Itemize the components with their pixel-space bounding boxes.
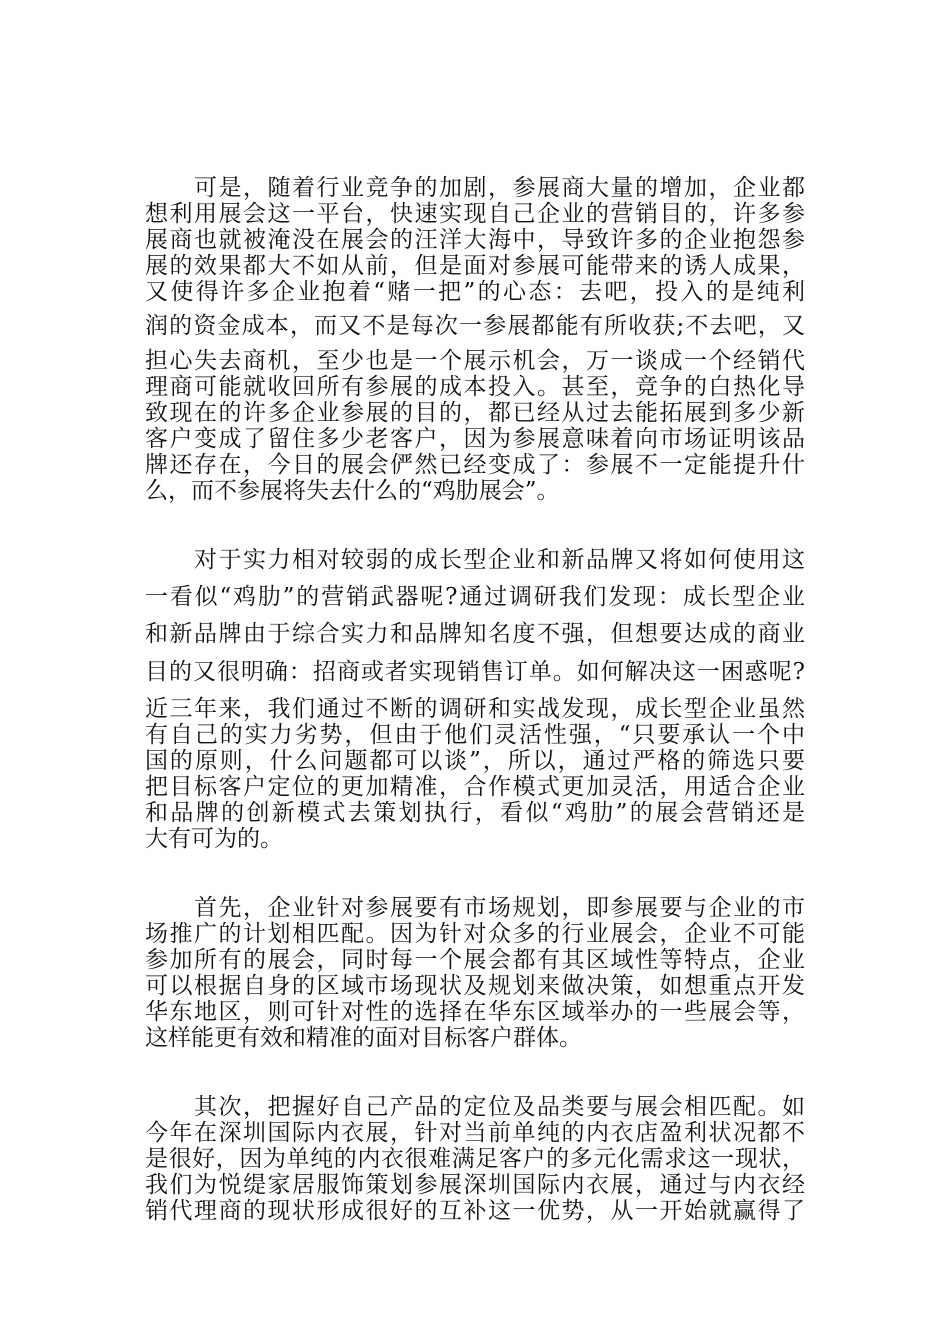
text-line: 致现在的许多企业参展的目的，都已经从过去能拓展到多少新 (145, 400, 805, 426)
text-line: 是很好，因为单纯的内衣很难满足客户的多元化需求这一现状， (145, 1146, 805, 1172)
text-line: 客户变成了留住多少老客户，因为参展意味着向市场证明该品 (145, 426, 805, 452)
text-line: 理商可能就收回所有参展的成本投入。甚至，竞争的白热化导 (145, 374, 805, 400)
text-line: 对于实力相对较弱的成长型企业和新品牌又将如何使用这 (145, 547, 805, 573)
text-line: 华东地区，则可针对性的选择在华东区域举办的一些展会等， (145, 999, 805, 1025)
text-line: 牌还存在，今日的展会俨然已经变成了：参展不一定能提升什 (145, 452, 805, 478)
text-line: 展商也就被淹没在展会的汪洋大海中，导致许多的企业抱怨参 (145, 227, 805, 253)
text-line: 大有可为的。 (145, 826, 283, 852)
text-line: 目的又很明确：招商或者实现销售订单。如何解决这一困惑呢? (145, 659, 805, 685)
text-line: 一看似“鸡肋”的营销武器呢?通过调研我们发现：成长型企业 (145, 584, 805, 610)
text-line: 想利用展会这一平台，快速实现自己企业的营销目的，许多参 (145, 201, 805, 227)
text-line: 又使得许多企业抱着“赌一把”的心态：去吧，投入的是纯利 (145, 279, 805, 305)
text-line: 润的资金成本，而又不是每次一参展都能有所收获;不去吧，又 (145, 313, 805, 339)
text-line: 我们为悦缇家居服饰策划参展深圳国际内衣展，通过与内衣经 (145, 1172, 805, 1198)
text-line: 近三年来，我们通过不断的调研和实战发现，成长型企业虽然 (145, 696, 805, 722)
text-line: 把目标客户定位的更加精准，合作模式更加灵活，用适合企业 (145, 774, 805, 800)
text-line: 和新品牌由于综合实力和品牌知名度不强，但想要达成的商业 (145, 621, 805, 647)
text-line: 今年在深圳国际内衣展，针对当前单纯的内衣店盈利状况都不 (145, 1120, 805, 1146)
text-line: 场推广的计划相匹配。因为针对众多的行业展会，企业不可能 (145, 921, 805, 947)
text-line: 这样能更有效和精准的面对目标客户群体。 (145, 1025, 582, 1051)
text-line: 和品牌的创新模式去策划执行，看似“鸡肋”的展会营销还是 (145, 800, 805, 826)
text-line: 有自己的实力劣势，但由于他们灵活性强，“只要承认一个中 (145, 722, 805, 748)
text-line: 其次，把握好自己产品的定位及品类要与展会相匹配。如 (145, 1094, 805, 1120)
text-line: 国的原则，什么问题都可以谈”，所以，通过严格的筛选只要 (145, 748, 805, 774)
text-line: 首先，企业针对参展要有市场规划，即参展要与企业的市 (145, 895, 805, 921)
text-line: 么，而不参展将失去什么的“鸡肋展会”。 (145, 478, 560, 504)
text-line: 可是，随着行业竞争的加剧，参展商大量的增加，企业都 (145, 175, 805, 201)
text-line: 担心失去商机，至少也是一个展示机会，万一谈成一个经销代 (145, 348, 805, 374)
text-line: 参加所有的展会，同时每一个展会都有其区域性等特点，企业 (145, 947, 805, 973)
text-line: 展的效果都大不如从前，但是面对参展可能带来的诱人成果， (145, 253, 805, 279)
text-line: 可以根据自身的区域市场现状及规划来做决策，如想重点开发 (145, 973, 805, 999)
text-line: 销代理商的现状形成很好的互补这一优势，从一开始就赢得了 (145, 1198, 805, 1224)
